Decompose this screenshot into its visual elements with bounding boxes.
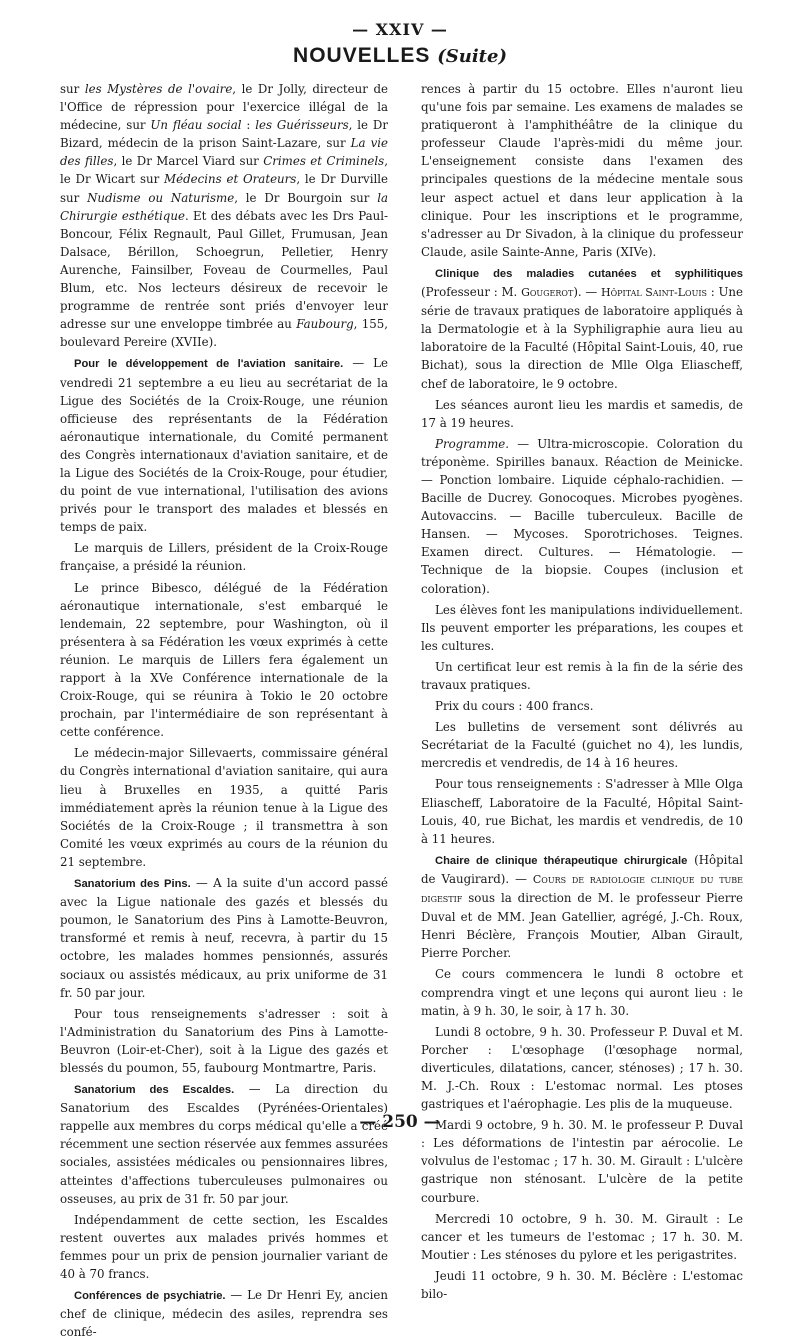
paragraph-mercredi: Mercredi 10 octobre, 9 h. 30. M. Girault : Le cancer et les tumeurs de l'estomac ; 17 h. 30. M. Moutier : Les sténoses du pylore et les perigastrites. bbox=[421, 1211, 743, 1262]
right-column bbox=[421, 80, 743, 1301]
paragraph-bibesco: Le prince Bibesco, délégué de la Fédération aéronautique internationale, s'est embarqué le lendemain, 22 septembre, pour Washington, où il présentera à sa Fédération les vœux exprimés à cette réunion. Le marquis de Lillers fera également un rapport à la XVe Conférence internationale de la Croix-Rouge, qui se réunira à Tokio le 20 octobre prochain, par l'intermédiaire de son représentant à cette conférence. bbox=[60, 580, 388, 740]
paragraph-escaldes-prices: Indépendamment de cette section, les Escaldes restent ouvertes aux malades privés hommes et femmes pour un prix de pension journalier variant de 40 à 70 francs. bbox=[60, 1212, 388, 1281]
section-number: — XXIV — bbox=[352, 20, 448, 39]
paragraph-programme: Programme. — Ultra-microscopie. Coloration du tréponème. Spirilles banaux. Réaction de Meinicke. — Ponction lombaire. Liquide céphalo-rachidien. — Bacille de Ducrey. Gonocoques. Microbes pyogènes. Autovaccins. — Bacille tuberculeux. Bacille de Hansen. — Mycoses. Sporotrichoses. Teignes. Examen direct. Cultures. — Hématologie. — Technique de la biopsie. Coupes (inclusion et coloration). bbox=[421, 436, 743, 596]
paragraph-psychiatrie: Conférences de psychiatrie. — Le Dr Henri Ey, ancien chef de clinique, médecin des asiles, reprendra ses confé- bbox=[60, 1288, 388, 1340]
heading-aviation: Pour le développement de l'aviation sanitaire. bbox=[74, 358, 344, 371]
paragraph-lillers: Le marquis de Lillers, président de la Croix-Rouge française, a présidé la réunion. bbox=[60, 541, 388, 574]
paragraph-prix: Prix du cours : 400 francs. bbox=[435, 699, 594, 714]
paragraph-manipulations: Les élèves font les manipulations individuellement. Ils peuvent emporter les préparations, les coupes et les cultures. bbox=[421, 602, 743, 653]
paragraph-lectures: sur les Mystères de l'ovaire, le Dr Jolly, directeur de l'Office de répression pour l'exercice illégal de la médecine, sur Un fléau social : les Guérisseurs, le Dr Bizard, médecin de la prison Saint-Lazare, sur La vie des filles, le Dr Marcel Viard sur Crimes et Criminels, le Dr Wicart sur Médecins et Orateurs, le Dr Durville sur Nudisme ou Naturisme, le Dr Bourgoin sur la Chirurgie esthétique. Et des débats avec les Drs Paul-Boncour, Félix Regnault, Paul Gillet, Frumusan, Jean Dalsace, Bérillon, Schoegrun, Pelletier, Henry Aurenche, Fainsilber, Foveau de Courmelles, Paul Blum, etc. Nos lecteurs désireux de recevoir le programme de rentrée sont priés d'envoyer leur adresse sur une enveloppe timbrée au Faubourg, 155, boulevard Pereire (XVIIe). bbox=[60, 82, 389, 350]
paragraph-chaire-clinique: Chaire de clinique thérapeutique chirurgicale (Hôpital de Vaugirard). — Cours de radiologie clinique du tube digestif sous la direction de M. le professeur Pierre Duval et de MM. Jean Gatellier, agrégé, J.-Ch. Roux, Henri Béclère, François Moutier, Alban Girault, Pierre Porcher. bbox=[421, 852, 743, 961]
paragraph-certificat: Un certificat leur est remis à la fin de la série des travaux pratiques. bbox=[421, 659, 743, 692]
title-suffix: (Suite) bbox=[437, 46, 507, 67]
paragraph-mardi: Mardi 9 octobre, 9 h. 30. M. le professeur P. Duval : Les déformations de l'intestin par aérocolie. Le volvulus de l'estomac ; 17 h. 30. M. Girault : L'ulcère gastrique non sténosant. L'ulcère de la petite courbure. bbox=[421, 1118, 743, 1205]
paragraph-pins-info: Pour tous renseignements s'adresser : soit à l'Administration du Sanatorium des Pins à Lamotte-Beuvron (Loir-et-Cher), soit à la Ligue des gazés et blessés du poumon, 55, faubourg Montmartre, Paris. bbox=[60, 1006, 388, 1075]
paragraph-pins: Sanatorium des Pins. — A la suite d'un accord passé avec la Ligue nationale des gazés et blessés du poumon, le Sanatorium des Pins à Lamotte-Beuvron, transformé et remis à neuf, recevra, à partir du 15 octobre, les malades hommes pensionnés, assurés sociaux ou assistés médicaux, au prix uniforme de 31 fr. 50 par jour. bbox=[60, 876, 388, 1000]
paragraph-sillevaerts: Le médecin-major Sillevaerts, commissaire général du Congrès international d'aviation sanitaire, qui aura lieu à Bruxelles en 1935, a quitté Paris immédiatement après la réunion tenue à la Ligue des Sociétés de la Croix-Rouge ; il transmettra à son Comité les vœux exprimés au cours de la réunion du 21 septembre. bbox=[60, 746, 388, 869]
paragraph-aviation: Pour le développement de l'aviation sanitaire. — Le vendredi 21 septembre a eu lieu au secrétariat de la Ligue des Sociétés de la Croix-Rouge, une réunion officieuse des représentants de la Fédération aéronautique internationale, du Comité permanent des Congrès internationaux d'aviation sanitaire, et de la Ligue des Sociétés de la Croix-Rouge, pour étudier, du point de vue international, l'utilisation des avions privés pour le transport des malades et blessés en temps de paix. bbox=[60, 356, 389, 535]
paragraph-renseignements: Pour tous renseignements : S'adresser à Mlle Olga Eliascheff, Laboratoire de la Faculté, Hôpital Saint-Louis, 40, rue Bichat, les mardis et vendredis, de 10 à 11 heures. bbox=[421, 777, 743, 846]
page-title bbox=[0, 44, 800, 68]
label-programme: Programme. bbox=[435, 436, 510, 451]
paragraph-lundi: Lundi 8 octobre, 9 h. 30. Professeur P. Duval et M. Porcher : L'œsophage (l'œsophage normal, diverticules, dilatations, cancer, sténoses) ; 17 h. 30. M. J.-Ch. Roux : L'estomac normal. Les ptoses gastriques et l'aérophagie. Les plis de la muqueuse. bbox=[421, 1024, 743, 1112]
page-number: — 250 — bbox=[359, 1112, 441, 1132]
heading-psychiatrie: Conférences de psychiatrie. bbox=[74, 1290, 226, 1303]
paragraph-seances: Les séances auront lieu les mardis et samedis, de 17 à 19 heures. bbox=[421, 397, 743, 430]
paragraph-cours-start: Ce cours commencera le lundi 8 octobre et comprendra vingt et une leçons qui auront lieu : le matin, à 9 h. 30, le soir, à 17 h. 30. bbox=[421, 967, 743, 1018]
paragraph-bulletins: Les bulletins de versement sont délivrés au Secrétariat de la Faculté (guichet no 4), les lundis, mercredis et vendredis, de 14 à 16 heures. bbox=[421, 720, 743, 771]
left-column bbox=[60, 80, 389, 1340]
paragraph-psychiatrie-cont: rences à partir du 15 octobre. Elles n'auront lieu qu'une fois par semaine. Les examens de malades se pratiqueront à l'amphithéâtre de la clinique du professeur Claude l'après-midi du même jour. L'enseignement consiste dans l'examen des principales questions de la médecine mentale sous leur aspect actuel et dans leur application à la clinique. Pour les inscriptions et le programme, s'adresser au Dr Sivadon, à la clinique du professeur Claude, asile Sainte-Anne, Paris (XIVe). bbox=[421, 82, 743, 259]
title-text: NOUVELLES bbox=[293, 44, 431, 67]
paragraph-clinique-cutanees: Clinique des maladies cutanées et syphilitiques (Professeur : M. Gougerot). — Hôpital Saint-Louis : Une série de travaux pratiques de laboratoire appliqués à la Dermatologie et à la Syphiligraphie aura lieu au laboratoire de la Faculté (Hôpital Saint-Louis, 40, rue Bichat), sous la direction de Mlle Olga Eliascheff, chef de laboratoire, le 9 octobre. bbox=[421, 267, 743, 391]
heading-chaire-clinique: Chaire de clinique thérapeutique chirurgicale bbox=[435, 854, 688, 867]
heading-escaldes: Sanatorium des Escaldes. bbox=[74, 1084, 235, 1097]
heading-clinique-cutanees: Clinique des maladies cutanées et syphilitiques bbox=[435, 267, 743, 280]
heading-pins: Sanatorium des Pins. bbox=[74, 878, 191, 891]
paragraph-escaldes: Sanatorium des Escaldes. — La direction du Sanatorium des Escaldes (Pyrénées-Orientales) rappelle aux membres du corps médical qu'elle a créé récemment une section réservée aux femmes assurées sociales, assistées médicales ou pensionnaires libres, atteintes d'affections tuberculeuses pulmonaires ou osseuses, au prix de 31 fr. 50 par jour. bbox=[60, 1082, 388, 1206]
paragraph-jeudi: Jeudi 11 octobre, 9 h. 30. M. Béclère : L'estomac bilo- bbox=[421, 1268, 743, 1301]
